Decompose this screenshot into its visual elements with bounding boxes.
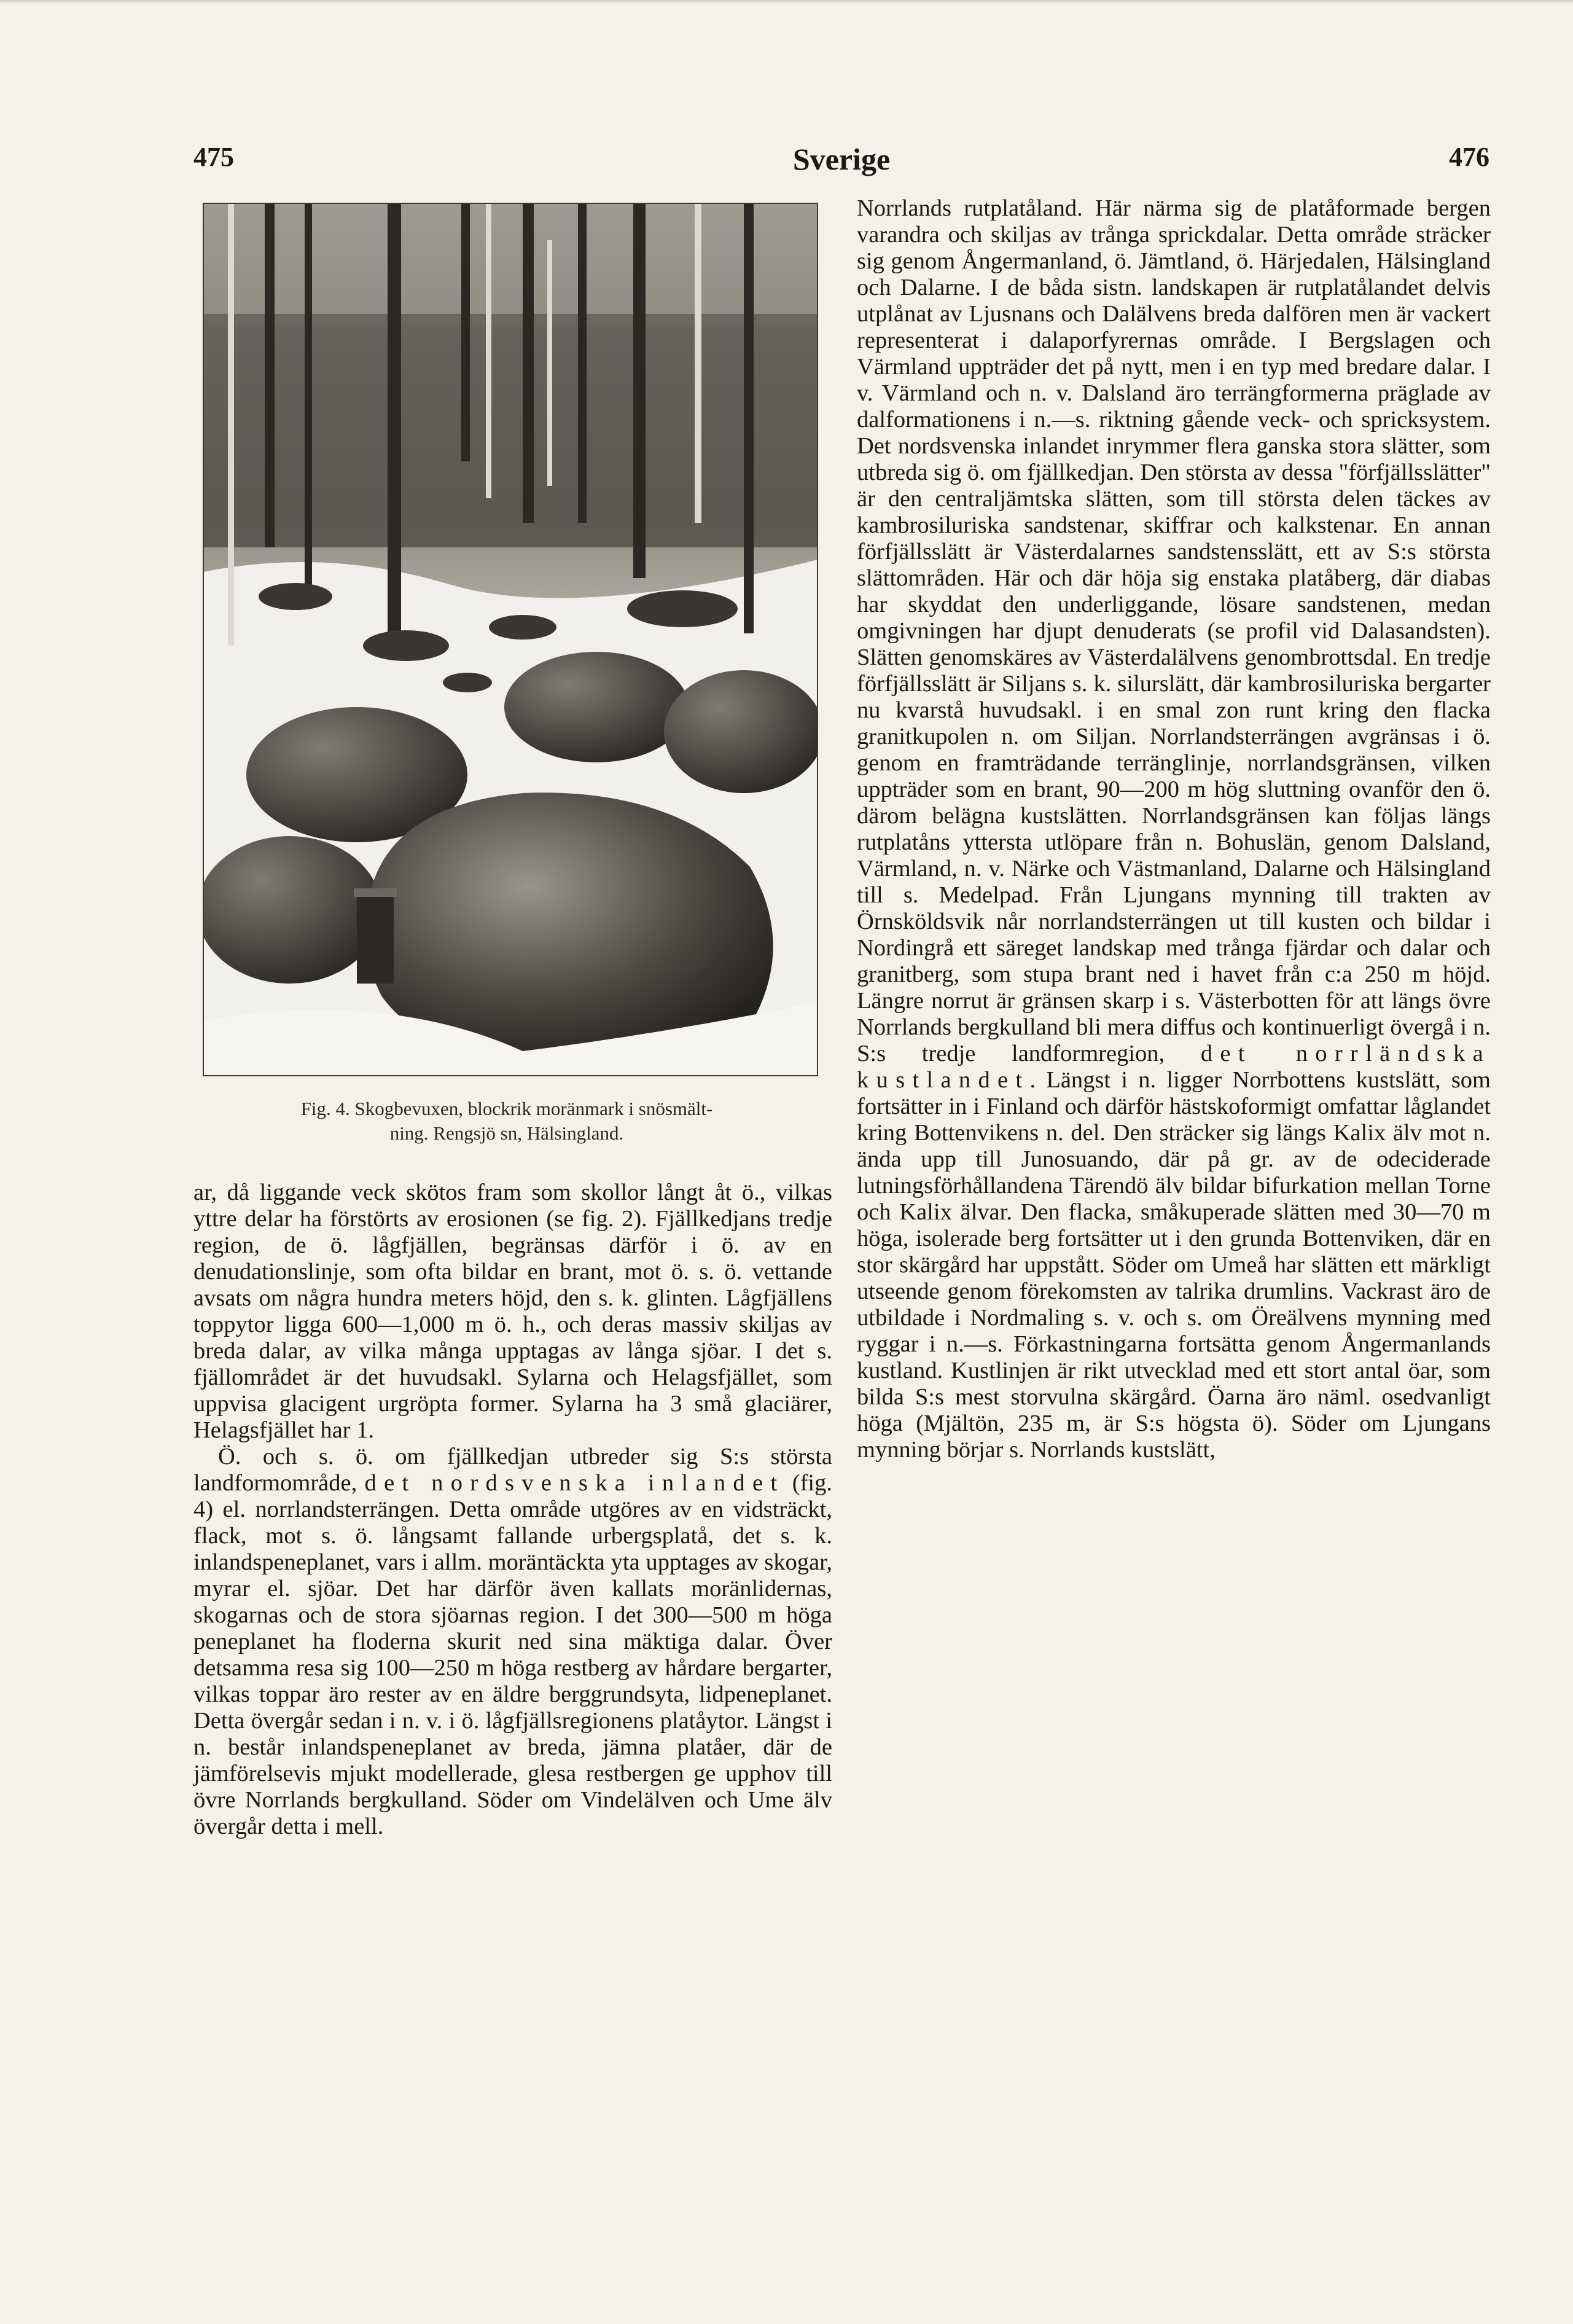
left-text-column [193,1180,832,1840]
spaced-term: det norrländska kustlandet [857,1041,1491,1093]
spaced-term: det nordsvenska inlandet [364,1470,785,1496]
paragraph [193,1444,832,1840]
right-text-column [857,195,1491,1463]
text-run: Ö. och s. ö. om fjällkedjan utbreder sig S:s största landformområde, [193,1444,832,1496]
text-run: . Längst i n. ligger Norrbottens kustslätt, som fortsätter in i Finland och därför hästskoformigt omfattar låglandet kring Bottenvikens n. del. Den sträcker sig längs Kalix älv mot n. ända upp till Junosuando, där på gr. av de odeciderade lutningsförhållandena Tärendö älv bildar bifurkation mellan Torne och Kalix älvar. Den flacka, småkuperade slätten med 30—70 m höga, isolerade berg fortsätter ut i den grunda Bottenviken, där en stor skärgård har uppstått. Söder om Umeå har slätten ett märkligt utseende genom förekomsten av talrika drumlins. Vackrast äro de utbildade i Nordmaling s. v. och s. om Öreälvens mynning med ryggar i n.—s. Förkastningarna fortsätta genom Ångermanlands kustland. Kustlinjen är rikt utvecklad med ett stort antal öar, som bilda S:s mest storvulna skärgård. Öarna äro näml. osedvanligt höga (Mjältön, 235 m, är S:s högsta ö). Söder om Ljungans mynning börjar s. Norrlands kustslätt, [857,1067,1491,1463]
paragraph [857,195,1491,1463]
running-title: Sverige [792,142,891,176]
page-number-right: 476 [1449,142,1489,172]
text-run: (fig. 4) el. norrlandsterrängen. Detta område utgöres av en vidsträckt, flack, mot s. ö. långsamt fallande urbergsplatå, det s. k. inlandspeneplanet, vars i allm. moräntäckta yta upptages av skogar, myrar el. sjöar. Det har därför även kallats moränlidernas, skogarnas och de stora sjöarnas region. I det 300—500 m höga peneplanet ha floderna skurit ned sina mäktiga dalar. Över detsamma resa sig 100—250 m höga restberg av hårdare bergarter, vilkas toppar äro rester av en äldre berggrundsyta, lidpeneplanet. Detta övergår sedan i n. v. i ö. lågfjällsregionens platåytor. Längst i n. består inlandspeneplanet av breda, jämna platåer, där de jämförelsevis mjukt modellerade, glesa restbergen ge upphov till övre Norrlands bergkulland. Söder om Vindelälven och Ume älv övergår detta i mell. [193,1470,832,1839]
page-edge [0,0,1573,4]
running-header [193,141,1489,190]
caption-line-2: ning. Rengsjö sn, Hälsingland. [389,1122,624,1144]
paragraph: ar, då liggande veck skötos fram som skollor långt åt ö., vilkas yttre delar ha förstörts av erosionen (se fig. 2). Fjällkedjans tredje region, de ö. lågfjällen, begränsas därför i ö. av en denudationslinje, som ofta bildar en brant, mot ö. s. ö. vettande avsats om några hundra meters höjd, den s. k. glinten. Lågfjällens toppytor ligga 600—1,000 m ö. h., och deras massiv skiljas av breda dalar, av vilka många upptagas av långa sjöar. I det s. fjällområdet är det huvudsakl. Sylarna och Helagsfjället, som uppvisa glacigent urgröpta former. Sylarna ha 3 små glaciärer, Helagsfjället har 1. [193,1180,832,1443]
figure-caption [197,1097,817,1146]
forest-boulder-photo [203,203,818,1076]
caption-line-1: Fig. 4. Skogbevuxen, blockrik moränmark i snösmält- [300,1098,713,1119]
text-run: Norrlands rutplatåland. Här närma sig de platåformade bergen varandra och skiljas av trånga sprickdalar. Detta område sträcker sig genom Ångermanland, ö. Jämtland, ö. Härjedalen, Hälsingland och Dalarne. I de båda sistn. landskapen är rutplatålandet delvis utplånat av Ljusnans och Dalälvens breda dalfören men är vackert representerat i dalaporfyrernas område. I Bergslagen och Värmland uppträder det på nytt, men i en typ med bredare dalar. I v. Värmland och n. v. Dalsland äro terrängformerna präglade av dalformationens i n.—s. riktning gående veck- och spricksystem. Det nordsvenska inlandet inrymmer flera ganska stora slätter, som utbreda sig ö. om fjällkedjan. Den största av dessa "förfjällsslätter" är den centraljämtska slätten, som till största delen täckes av kambrosiluriska sandstenar, skiffrar och kalkstenar. En annan förfjällsslätt är Västerdalarnes sandstensslätt, ett av S:s största slättområden. Här och där höja sig enstaka platåberg, där diabas har skyddat den underliggande, lösare sandstenen, medan omgivningen har djupt denuderats (se profil vid Dalasandsten). Slätten genomskäres av Västerdalälvens genombrottsdal. En tredje förfjällsslätt är Siljans s. k. silurslätt, där kambrosiluriska bergarter nu kvarstå huvudsakl. i en smal zon runt kring den flacka granitkupolen n. om Siljan. Norrlandsterrängen avgränsas i ö. genom en framträdande terränglinje, norrlandsgränsen, vilken uppträder som en brant, 90—200 m hög sluttning ovanför den ö. därom belägna kustslätten. Norrlandsgränsen kan följas längs rutplatåns yttersta utlöpare från n. Bohuslän, genom Dalsland, Värmland, n. v. Närke och Västmanland, Dalarne och Hälsingland till s. Medelpad. Från Ljungans mynning till trakten av Örnsköldsvik når norrlandsterrängen ut till kusten och bildar i Nordingrå ett säreget landskap med trånga fjärdar och dalar och granitberg, som stupa brant ned i havet från c:a 250 m höjd. Längre norrut är gränsen skarp i s. Västerbotten för att längs övre Norrlands bergkulland bli mera diffus och kontinuerligt övergå i n. S:s tredje landformregion, [857,195,1491,1066]
page-number-left: 475 [193,142,234,172]
